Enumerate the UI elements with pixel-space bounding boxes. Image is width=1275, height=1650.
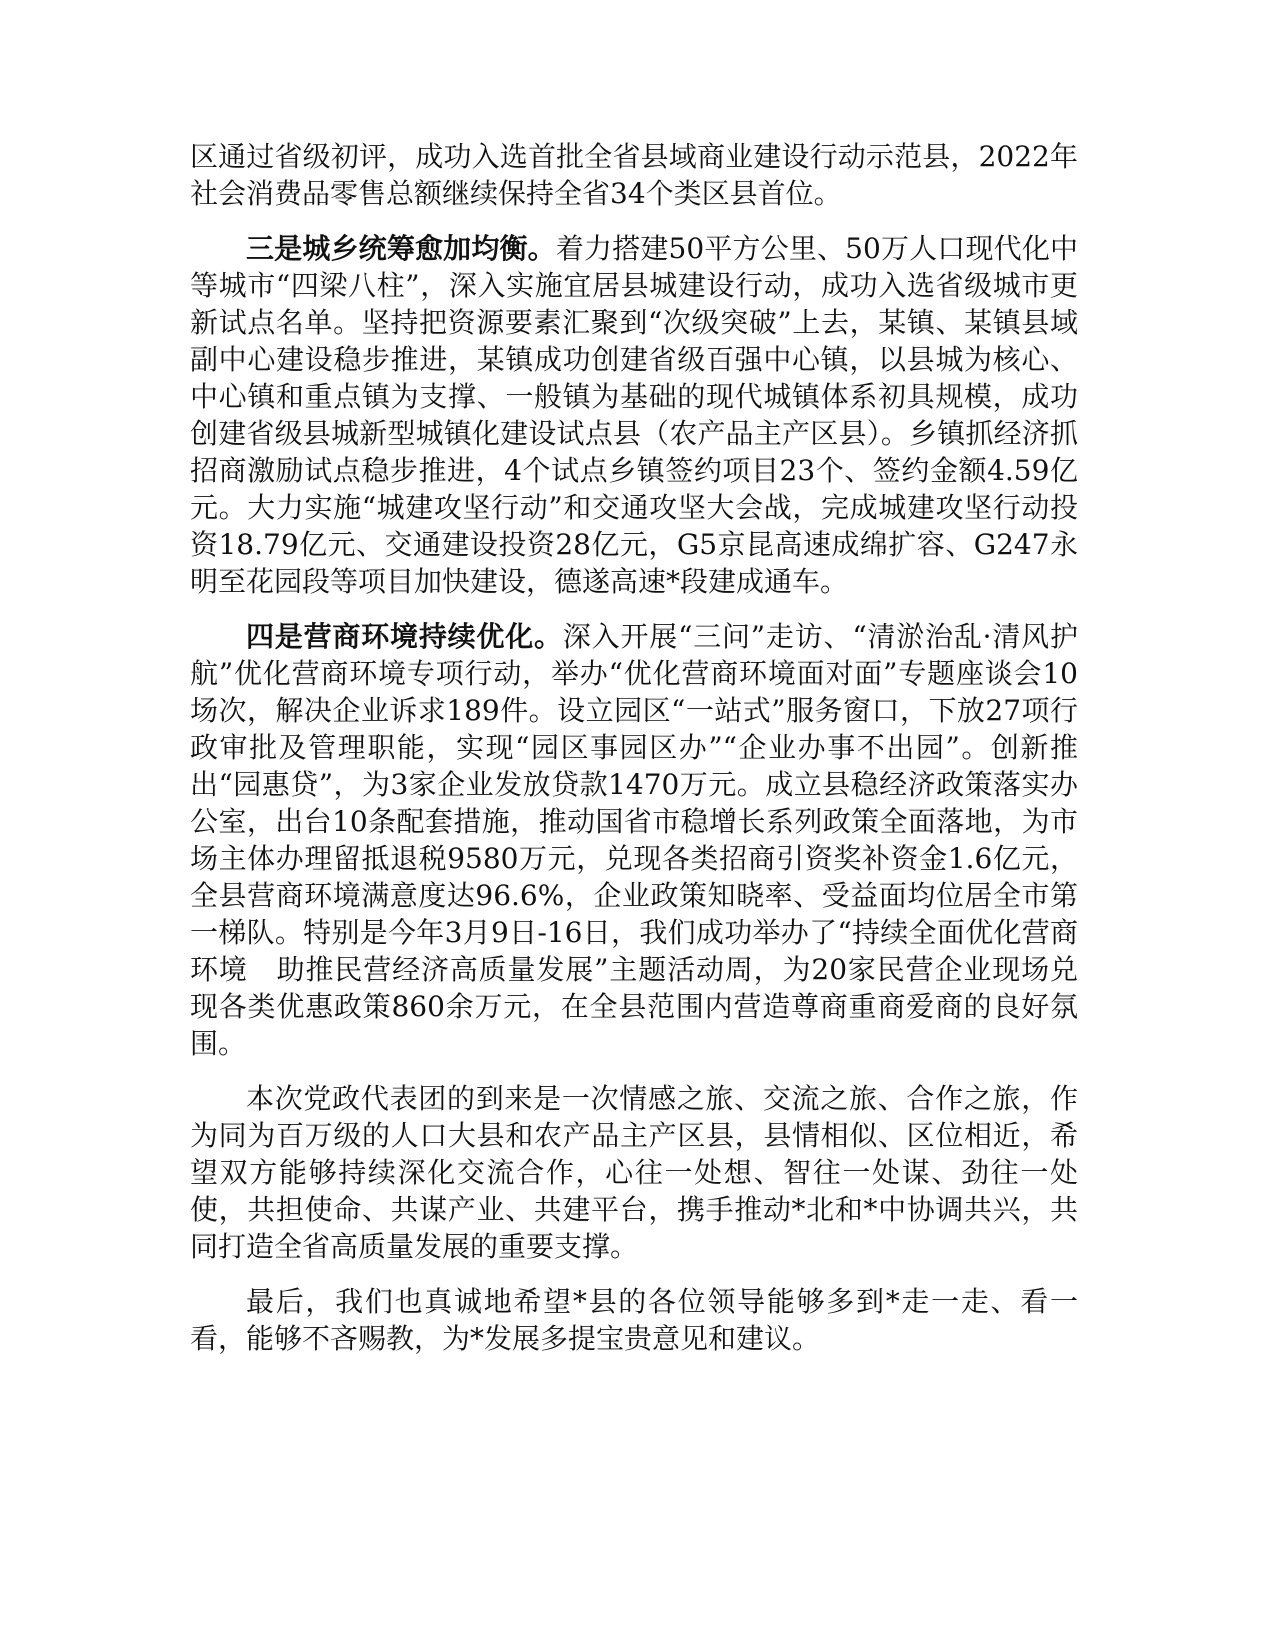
paragraph-urban-rural [190, 230, 1078, 600]
paragraph-business-environment [190, 618, 1078, 1062]
paragraph-continuation [190, 138, 1078, 212]
document-page [190, 138, 1078, 1375]
paragraph-text: 深入开展“三问”走访、“清淤治乱·清风护航”优化营商环境专项行动，举办“优化营商环境面对面”专题座谈会10场次，解决企业诉求189件。设立园区“一站式”服务窗口，下放27项行政审批及管理职能，实现“园区事园区办”“企业办事不出园”。创新推出“园惠贷”，为3家企业发放贷款1470万元。成立县稳经济政策落实办公室，出台10条配套措施，推动国省市稳增长系列政策全面落地，为市场主体办理留抵退税9580万元，兑现各类招商引资奖补资金1.6亿元，全县营商环境满意度达96.6%，企业政策知晓率、受益面均位居全市第一梯队。特别是今年3月9日-16日，我们成功举办了“持续全面优化营商环境 助推民营经济高质量发展”主题活动周，为20家民营企业现场兑现各类优惠政策860余万元，在全县范围内营造尊商重商爱商的良好氛围。 [190, 620, 1078, 1060]
paragraph-heading: 四是营商环境持续优化。 [246, 620, 563, 653]
paragraph-closing [190, 1283, 1078, 1357]
paragraph-text: 最后，我们也真诚地希望*县的各位领导能够多到*走一走、看一看，能够不吝赐教，为*发展多提宝贵意见和建议。 [190, 1285, 1078, 1355]
paragraph-heading: 三是城乡统筹愈加均衡。 [246, 232, 556, 265]
paragraph-text: 着力搭建50平方公里、50万人口现代化中等城市“四梁八柱”，深入实施宜居县城建设行动，成功入选省级城市更新试点名单。坚持把资源要素汇聚到“次级突破”上去，某镇、某镇县域副中心建设稳步推进，某镇成功创建省级百强中心镇，以县城为核心、中心镇和重点镇为支撑、一般镇为基础的现代城镇体系初具规模，成功创建省级县城新型城镇化建设试点县（农产品主产区县）。乡镇抓经济抓招商激励试点稳步推进，4个试点乡镇签约项目23个、签约金额4.59亿元。大力实施“城建攻坚行动”和交通攻坚大会战，完成城建攻坚行动投资18.79亿元、交通建设投资28亿元，G5京昆高速成绵扩容、G247永明至花园段等项目加快建设，德遂高速*段建成通车。 [190, 232, 1078, 598]
paragraph-cooperation [190, 1080, 1078, 1265]
paragraph-text: 区通过省级初评，成功入选首批全省县域商业建设行动示范县，2022年社会消费品零售总额继续保持全省34个类区县首位。 [190, 140, 1078, 210]
paragraph-text: 本次党政代表团的到来是一次情感之旅、交流之旅、合作之旅，作为同为百万级的人口大县和农产品主产区县，县情相似、区位相近，希望双方能够持续深化交流合作，心往一处想、智往一处谋、劲往一处使，共担使命、共谋产业、共建平台，携手推动*北和*中协调共兴，共同打造全省高质量发展的重要支撑。 [190, 1082, 1078, 1263]
